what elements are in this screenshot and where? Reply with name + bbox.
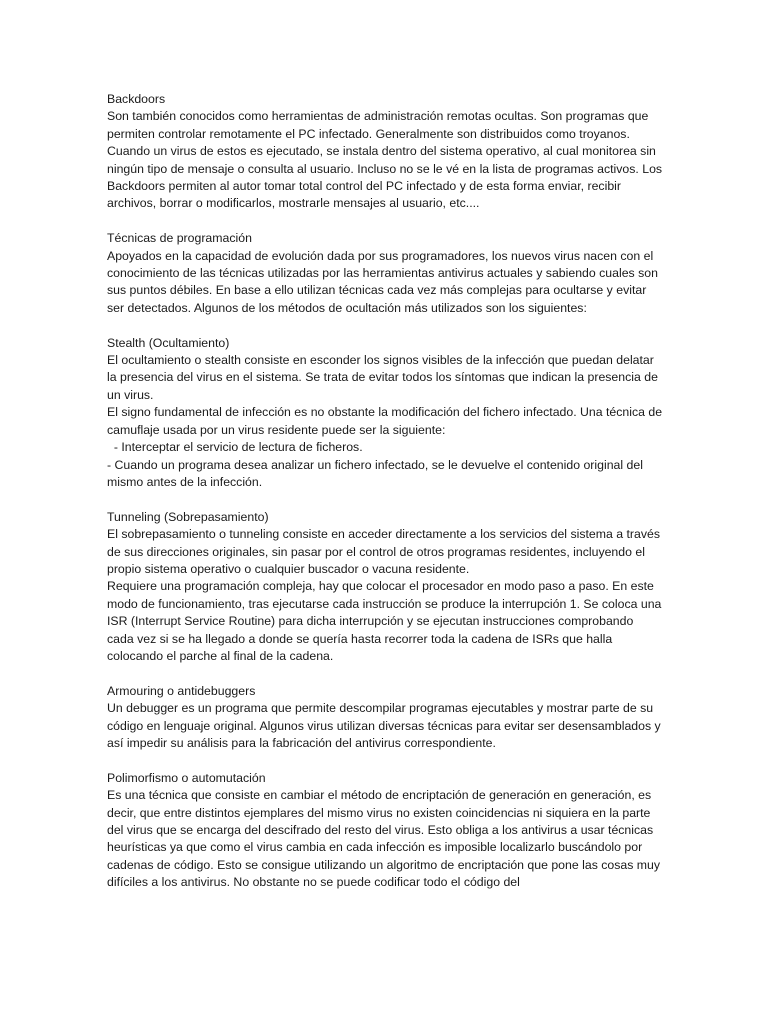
paragraph: Apoyados en la capacidad de evolución dada por sus programadores, los nuevos virus nacen con el conocimiento de las técnicas utilizadas por las herramientas antivirus actuales y sabiendo cuales son sus puntos débiles. En base a ello utilizan técnicas cada vez más complejas para ocultarse y evitar ser detectados. Algunos de los métodos de ocultación más utilizados son los siguientes: (107, 248, 658, 315)
paragraph: Cuando un virus de estos es ejecutado, se instala dentro del sistema operativo, al cual monitorea sin ningún tipo de mensaje o consulta al usuario. Incluso no se le vé en la lista de programas activos. Los Backdoors permiten al autor tomar total control del PC infectado y de esta forma enviar, recibir archivos, borrar o modificarlos, mostrarle mensajes al usuario, etc.... (107, 144, 663, 211)
section-heading: Tunneling (Sobrepasamiento) (107, 509, 269, 524)
paragraph: Requiere una programación compleja, hay que colocar el procesador en modo paso a paso. En este modo de funcionamiento, tras ejecutarse cada instrucción se produce la interrupción 1. Se coloca una ISR (Interrupt Service Routine) para dicha interrupción y se ejecutan instrucciones comprobando cada vez si se ha llegado a donde se quería hasta recorrer toda la cadena de ISRs que halla colocando el parche al final de la cadena. (107, 579, 662, 663)
document-page (107, 91, 663, 909)
section-polimorfismo (107, 770, 663, 892)
paragraph: Son también conocidos como herramientas de administración remotas ocultas. Son programas que permiten controlar remotamente el PC infectado. Generalmente son distribuidos como troyanos. (107, 109, 649, 141)
section-tecnicas (107, 230, 663, 317)
section-heading: Técnicas de programación (107, 231, 252, 246)
section-heading: Stealth (Ocultamiento) (107, 335, 230, 350)
paragraph: El ocultamiento o stealth consiste en esconder los signos visibles de la infección que puedan delatar la presencia del virus en el sistema. Se trata de evitar todos los síntomas que indican la presencia de un virus. (107, 353, 658, 402)
section-heading: Armouring o antidebuggers (107, 683, 256, 698)
section-armouring (107, 683, 663, 753)
paragraph: El signo fundamental de infección es no obstante la modificación del fichero infectado. Una técnica de camuflaje usada por un virus residente puede ser la siguiente: (107, 405, 663, 437)
paragraph: Es una técnica que consiste en cambiar el método de encriptación de generación en generación, es decir, que entre distintos ejemplares del mismo virus no existen coincidencias ni siquiera en la parte del virus que se encarga del descifrado del resto del virus. Esto obliga a los antivirus a usar técnicas heurísticas ya que como el virus cambia en cada infección es imposible localizarlo buscándolo por cadenas de código. Esto se consigue utilizando un algoritmo de encriptación que pone las cosas muy difíciles a los antivirus. No obstante no se puede codificar todo el código del (107, 788, 661, 890)
section-backdoors (107, 91, 663, 213)
section-heading: Polimorfismo o automutación (107, 770, 266, 785)
paragraph: Un debugger es un programa que permite descompilar programas ejecutables y mostrar parte de su código en lenguaje original. Algunos virus utilizan diversas técnicas para evitar ser desensamblados y así impedir su análisis para la fabricación del antivirus correspondiente. (107, 701, 661, 750)
section-tunneling (107, 509, 663, 666)
paragraph: El sobrepasamiento o tunneling consiste en acceder directamente a los servicios del sistema a través de sus direcciones originales, sin pasar por el control de otros programas residentes, incluyendo el propio sistema operativo o cualquier buscador o vacuna residente. (107, 527, 660, 576)
section-heading: Backdoors (107, 92, 166, 106)
list-item: - Cuando un programa desea analizar un fichero infectado, se le devuelve el contenido original del mismo antes de la infección. (107, 457, 643, 489)
section-stealth (107, 335, 663, 492)
list-item: - Interceptar el servicio de lectura de ficheros. (107, 440, 363, 455)
